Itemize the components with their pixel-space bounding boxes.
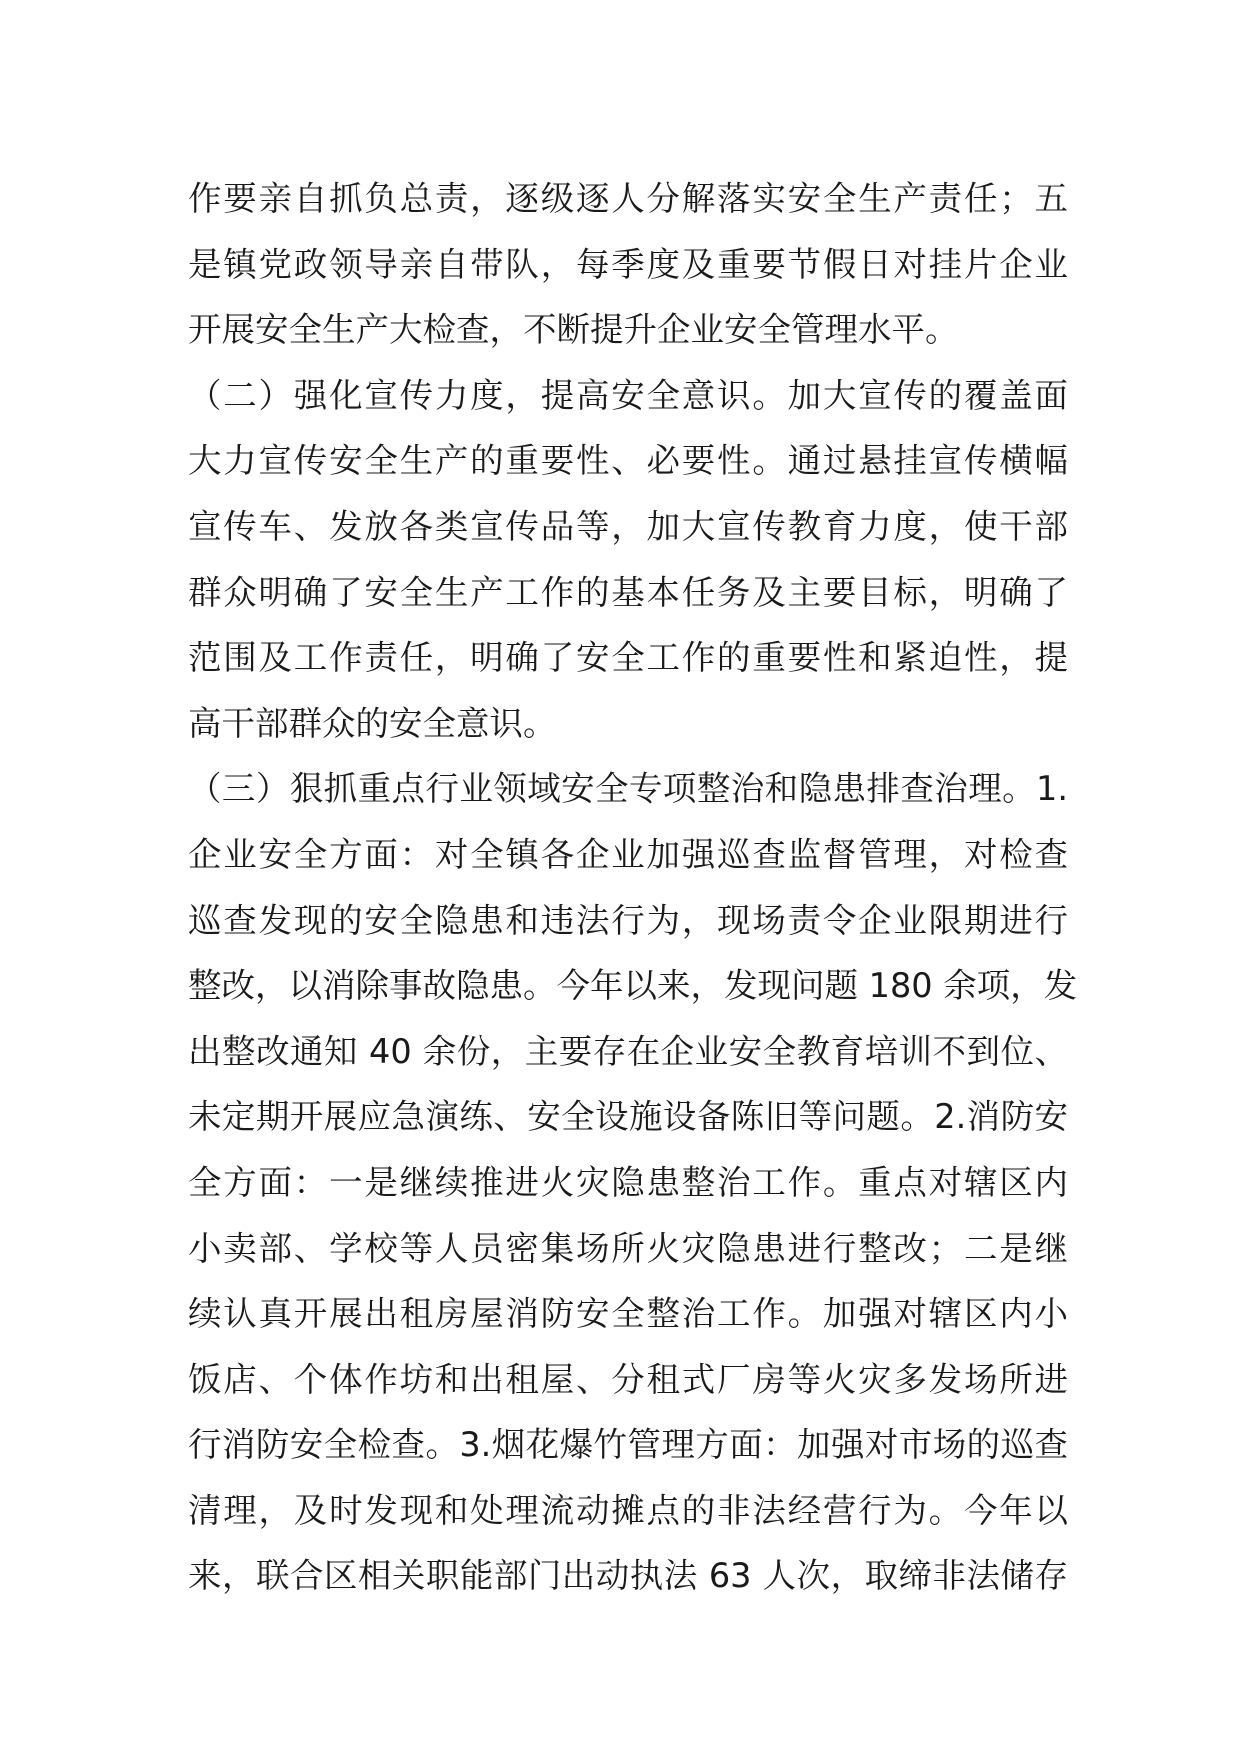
text-line-15: 未定期开展应急演练、安全设施设备陈旧等问题。2.消防安 — [188, 1097, 1068, 1137]
text-line-21: 清理，及时发现和处理流动摊点的非法经营行为。今年以 — [188, 1490, 1068, 1530]
text-line-2: 是镇党政领导亲自带队，每季度及重要节假日对挂片企业 — [188, 244, 1068, 284]
text-line-12: 巡查发现的安全隐患和违法行为，现场责令企业限期进行 — [188, 900, 1068, 940]
text-line-8: 范围及工作责任，明确了安全工作的重要性和紧迫性，提 — [188, 638, 1068, 678]
text-line-1: 作要亲自抓负总责，逐级逐人分解落实安全生产责任；五 — [188, 179, 1068, 218]
text-line-13: 整改，以消除事故隐患。今年以来，发现问题 180 余项，发 — [188, 966, 1078, 1006]
text-line-17: 小卖部、学校等人员密集场所火灾隐患进行整改；二是继 — [188, 1228, 1068, 1268]
text-line-5: 大力宣传安全生产的重要性、必要性。通过悬挂宣传横幅 — [188, 441, 1068, 481]
text-line-14: 出整改通知 40 余份，主要存在企业安全教育培训不到位、 — [188, 1031, 1068, 1071]
text-line-16: 全方面：一是继续推进火灾隐患整治工作。重点对辖区内 — [188, 1162, 1068, 1202]
text-line-10: （三）狠抓重点行业领域安全专项整治和隐患排查治理。1. — [188, 769, 1068, 809]
text-line-4: （二）强化宣传力度，提高安全意识。加大宣传的覆盖面 — [188, 375, 1068, 415]
text-line-6: 宣传车、发放各类宣传品等，加大宣传教育力度，使干部 — [188, 506, 1068, 546]
text-line-11: 企业安全方面：对全镇各企业加强巡查监督管理，对检查 — [188, 834, 1068, 874]
text-line-18: 续认真开展出租房屋消防安全整治工作。加强对辖区内小 — [188, 1294, 1068, 1334]
text-line-22: 来，联合区相关职能部门出动执法 63 人次，取缔非法储存 — [188, 1556, 1068, 1596]
body-text — [188, 166, 1078, 1609]
text-line-7: 群众明确了安全生产工作的基本任务及主要目标，明确了 — [188, 572, 1068, 612]
text-line-9: 高干部群众的安全意识。 — [188, 703, 557, 743]
text-line-3: 开展安全生产大检查，不断提升企业安全管理水平。 — [188, 310, 959, 350]
text-line-20: 行消防安全检查。3.烟花爆竹管理方面：加强对市场的巡查 — [188, 1425, 1068, 1465]
text-line-19: 饭店、个体作坊和出租屋、分租式厂房等火灾多发场所进 — [188, 1359, 1068, 1399]
